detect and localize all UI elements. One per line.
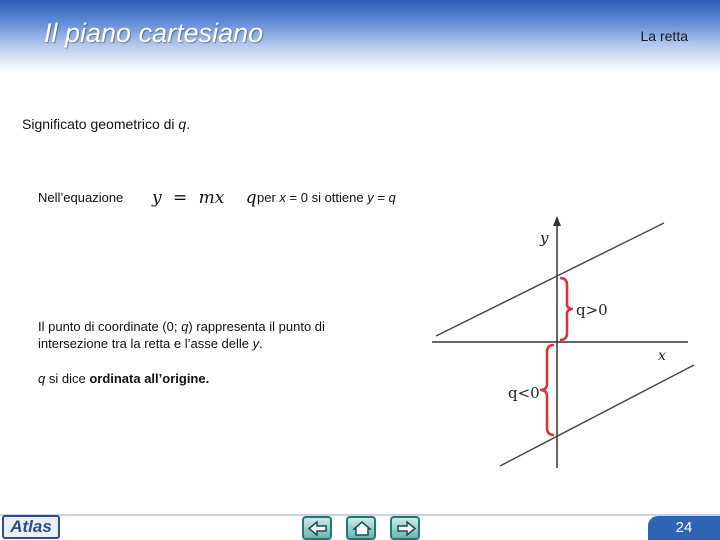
section-title: La retta xyxy=(640,28,688,44)
eq-equals: = xyxy=(173,188,188,208)
note-q: q xyxy=(388,190,396,205)
note-b: = 0 si ottiene xyxy=(285,190,368,205)
subtitle-end: . xyxy=(186,116,191,132)
equation-formula xyxy=(152,188,257,208)
para-q: q xyxy=(181,319,189,334)
lower-brace-label: q<0 xyxy=(508,384,540,402)
home-button[interactable] xyxy=(346,516,376,540)
header-banner xyxy=(0,0,720,72)
para-a: Il punto di coordinate (0; xyxy=(38,319,182,334)
upper-brace-label: q>0 xyxy=(576,301,608,319)
para-y: y xyxy=(252,336,260,351)
def-bold: ordinata all’origine. xyxy=(89,371,210,386)
forward-icon xyxy=(395,520,417,537)
equation-note xyxy=(257,190,396,205)
note-a: per xyxy=(257,190,280,205)
forward-button[interactable] xyxy=(390,516,420,540)
para-c: . xyxy=(259,336,263,351)
y-axis-label: y xyxy=(540,229,549,247)
x-axis-label: x xyxy=(658,348,666,364)
upper-line xyxy=(436,223,664,336)
eq-y: y xyxy=(152,188,162,208)
lower-brace xyxy=(540,345,554,435)
subtitle-text: Significato geometrico di xyxy=(22,116,179,132)
slide-subtitle xyxy=(22,116,190,132)
back-button[interactable] xyxy=(302,516,332,540)
eq-q: q xyxy=(245,188,257,208)
intersection-paragraph xyxy=(38,318,378,352)
subtitle-var: q xyxy=(178,116,187,132)
def-q: q xyxy=(38,371,46,386)
eq-mx: mx xyxy=(198,188,225,208)
note-x: x xyxy=(279,190,286,205)
page-number-badge: 24 xyxy=(648,516,720,540)
para-b: ) rappresenta il punto di intersezione tra la retta e l’asse delle xyxy=(38,319,325,351)
presentation-title: Il piano cartesiano xyxy=(44,18,264,48)
back-icon xyxy=(307,520,329,537)
note-c: = xyxy=(373,190,389,205)
definition-paragraph xyxy=(38,371,209,386)
lower-line xyxy=(500,365,694,466)
atlas-logo: Atlas xyxy=(2,515,60,539)
line-intercept-graph xyxy=(426,212,696,472)
def-a: si dice xyxy=(45,371,90,386)
y-axis-arrow xyxy=(553,216,561,226)
home-icon xyxy=(351,520,373,537)
equation-label: Nell’equazione xyxy=(38,190,124,205)
upper-brace xyxy=(560,278,573,340)
note-y: y xyxy=(367,190,374,205)
